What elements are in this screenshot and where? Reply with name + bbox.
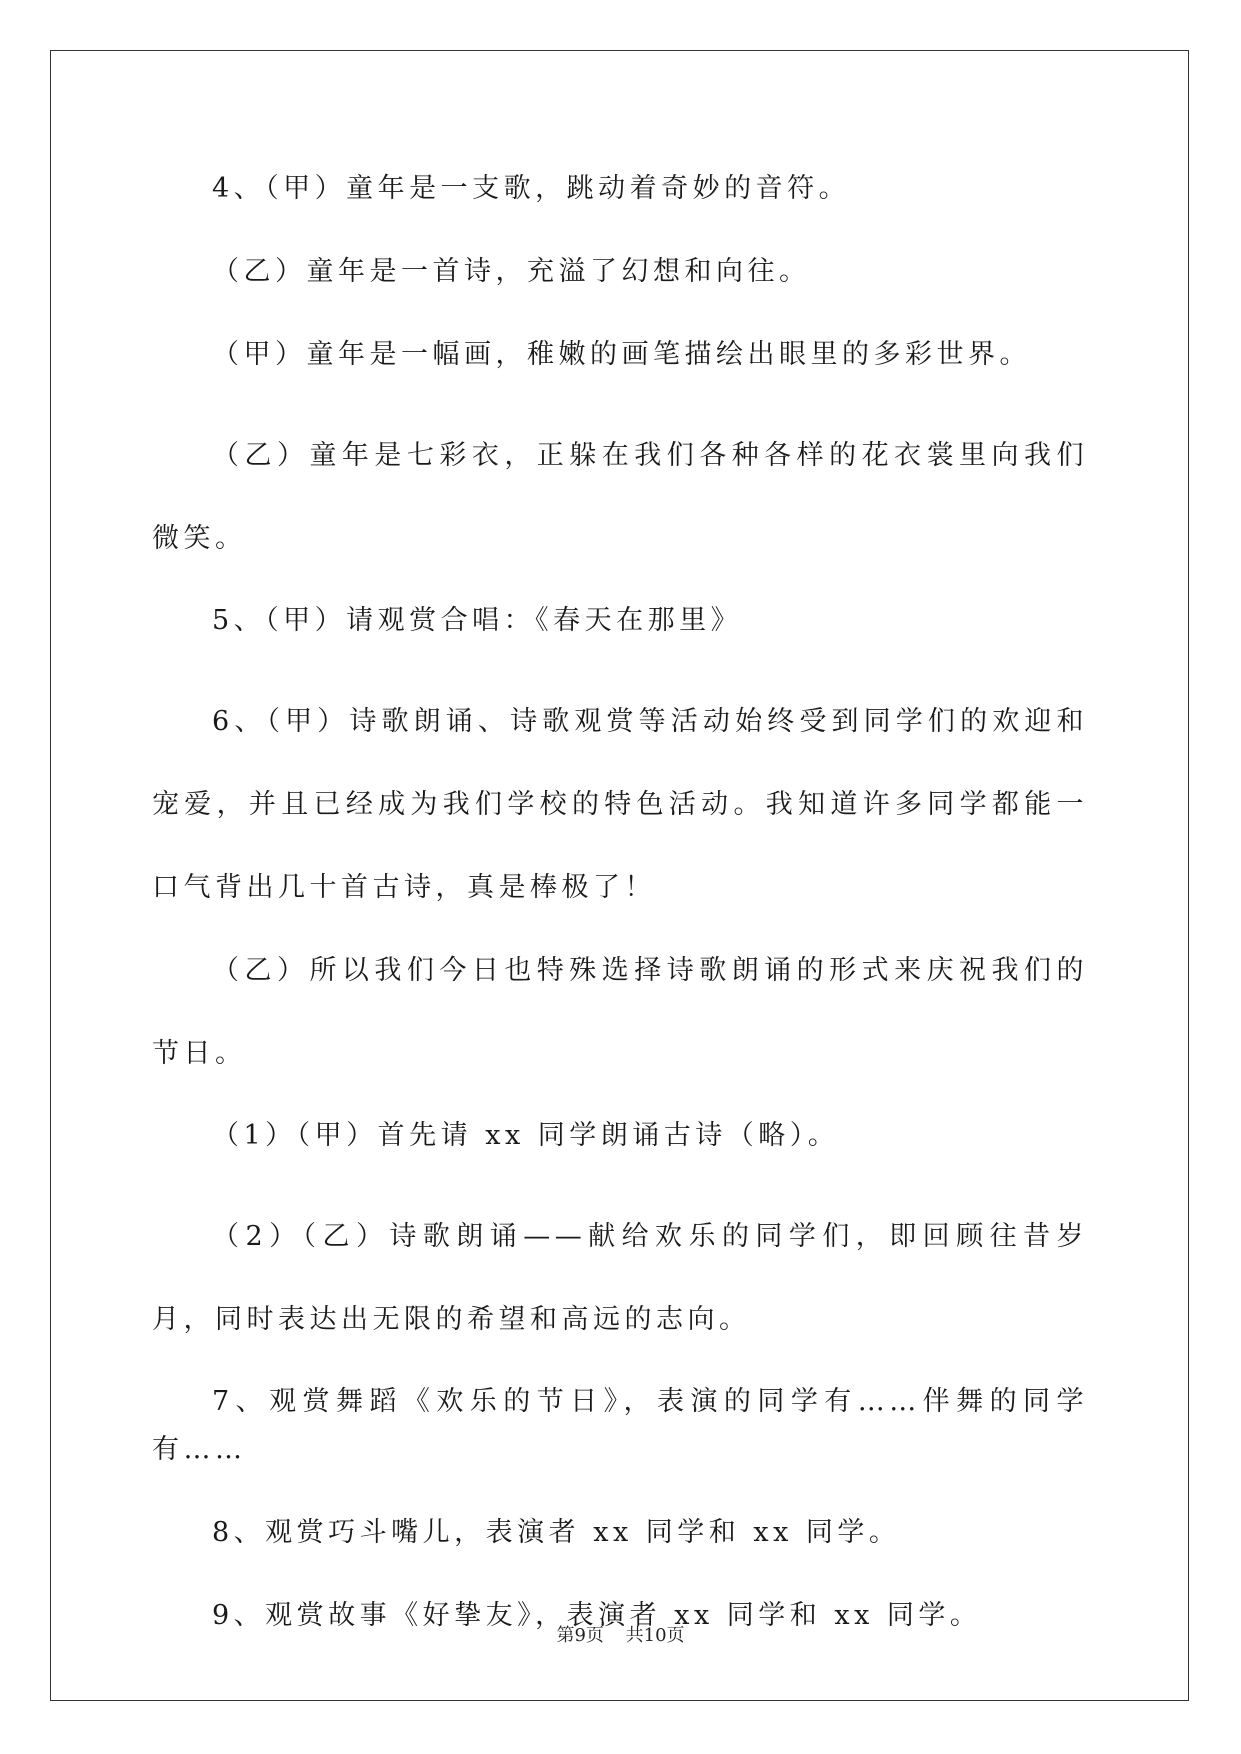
page-number: 第9页 xyxy=(556,1625,604,1646)
paragraph-item-9: 9、观赏故事《好挚友》，表演者 xx 同学和 xx 同学。 xyxy=(212,1600,982,1631)
paragraph-item-6: 6、（甲）诗歌朗诵、诗歌观赏等活动始终受到同学们的欢迎和宠爱，并且已经成为我们学校的特色活动。我知道许多同学都能一口气背出几十首古诗，真是棒极了！ xyxy=(152,706,1088,903)
paragraph-item-6-1: （1）（甲）首先请 xx 同学朗诵古诗（略）。 xyxy=(212,1120,840,1151)
page-total: 共10页 xyxy=(625,1625,685,1646)
paragraph-item-4-yi-2: （乙）童年是七彩衣，正躲在我们各种各样的花衣裳里向我们微笑。 xyxy=(152,440,1088,554)
document-body xyxy=(152,165,1088,1676)
paragraph-item-4-yi: （乙）童年是一首诗，充溢了幻想和向往。 xyxy=(212,256,811,287)
paragraph-item-6-yi: （乙）所以我们今日也特殊选择诗歌朗诵的形式来庆祝我们的节日。 xyxy=(152,955,1088,1069)
paragraph-item-6-2: （2）（乙）诗歌朗诵——献给欢乐的同学们，即回顾往昔岁月，同时表达出无限的希望和高远的志向。 xyxy=(152,1221,1088,1335)
paragraph-item-4: 4、（甲）童年是一支歌，跳动着奇妙的音符。 xyxy=(212,173,851,204)
paragraph-item-4-jia: （甲）童年是一幅画，稚嫩的画笔描绘出眼里的多彩世界。 xyxy=(212,339,1031,370)
paragraph-item-8: 8、观赏巧斗嘴儿，表演者 xx 同学和 xx 同学。 xyxy=(212,1517,901,1548)
paragraph-item-7: 7、观赏舞蹈《欢乐的节日》，表演的同学有……伴舞的同学有…… xyxy=(152,1386,1088,1465)
paragraph-item-5: 5、（甲）请观赏合唱：《春天在那里》 xyxy=(212,605,743,636)
page-footer xyxy=(0,1621,1241,1647)
